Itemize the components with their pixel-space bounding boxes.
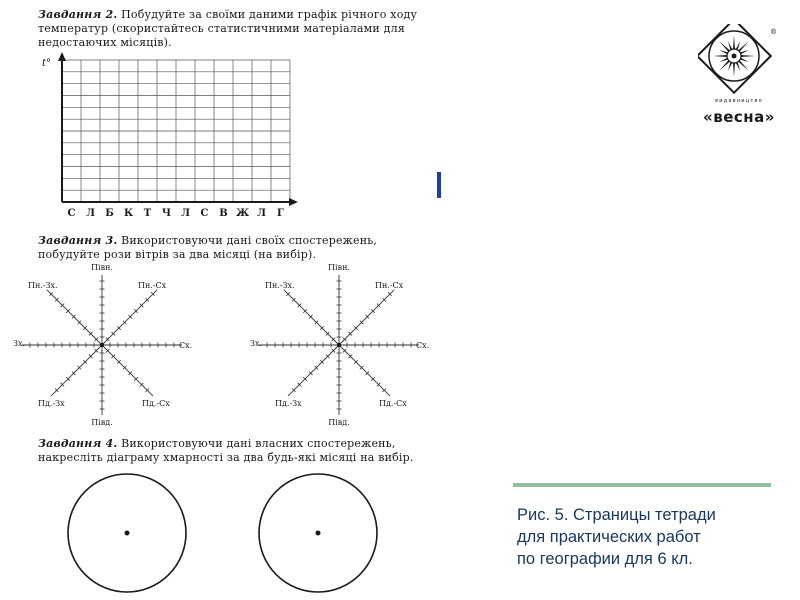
rose-center-dot [100, 343, 104, 347]
month-tick-label: Л [257, 208, 266, 219]
wind-rose-axes [22, 275, 182, 415]
logo-brand-name: «весна» [703, 108, 775, 126]
rose-direction-line [102, 345, 153, 396]
rose-center-dot [337, 343, 341, 347]
task-4-heading: Завдання 4. [38, 437, 118, 450]
task-2-text [38, 8, 438, 50]
month-tick-label: Г [277, 208, 284, 219]
month-tick-label: Л [86, 208, 95, 219]
rose-direction-line [339, 290, 394, 345]
month-tick-label: К [123, 208, 134, 219]
rose-label-southeast: Пд.-Сх [142, 399, 170, 408]
month-tick-label: В [219, 208, 228, 219]
caption-line-1: Рис. 5. Страницы тетради [517, 506, 716, 524]
rose-label-southwest: Пд.-Зх [38, 399, 65, 408]
month-tick-labels [68, 208, 285, 219]
rose-label-west: Зх. [250, 339, 263, 348]
cloudiness-circle-left [60, 470, 196, 598]
wind-rose-left [8, 258, 208, 428]
caption-line-2: для практических работ [517, 528, 701, 546]
task-4-text [38, 437, 438, 465]
task-4-body: Використовуючи дані власних спостережень, накресліть діаграму хмарності за два будь-які місяці на вибір. [38, 437, 414, 464]
y-axis-arrow [58, 52, 66, 61]
rose-label-southeast: Пд.-Сх [379, 399, 407, 408]
rose-label-northwest: Пн.-Зх. [28, 281, 58, 290]
x-axis-arrow [289, 198, 298, 206]
rose-direction-line [288, 345, 339, 396]
month-tick-label: Л [181, 208, 190, 219]
rose-label-northeast: Пн.-Сх [375, 281, 404, 290]
rose-label-east: Сх. [416, 341, 430, 350]
month-tick-label: Ж [235, 208, 250, 219]
month-tick-label: Т [143, 208, 152, 219]
task-3-heading: Завдання 3. [38, 234, 118, 247]
y-axis-label: t° [42, 58, 52, 69]
wind-rose-right [245, 258, 445, 428]
logo-publisher-label: видавництво [715, 98, 763, 104]
month-tick-label: С [200, 208, 209, 219]
rose-label-west: Зх. [13, 339, 26, 348]
circle-center-dot [125, 531, 130, 536]
figure-caption [517, 504, 787, 570]
wind-rose-axes [259, 275, 419, 415]
rose-direction-line [102, 290, 157, 345]
caption-divider [513, 483, 771, 487]
text-cursor-bar [437, 172, 441, 198]
rose-label-northwest: Пн.-Зх. [265, 281, 295, 290]
rose-label-northeast: Пн.-Сх [138, 281, 167, 290]
month-tick-label: С [67, 208, 76, 219]
rose-label-north: Півн. [328, 263, 350, 272]
caption-line-3: по географии для 6 кл. [517, 550, 693, 568]
temperature-grid-chart [30, 52, 300, 222]
publisher-logo [698, 24, 780, 134]
cloudiness-circle-right [250, 470, 386, 598]
rose-label-south: Півд. [91, 418, 113, 427]
rose-label-north: Півн. [91, 263, 113, 272]
rose-direction-line [47, 290, 102, 345]
rose-direction-line [339, 345, 390, 396]
month-tick-label: Б [105, 208, 114, 219]
task-2-heading: Завдання 2. [38, 8, 118, 21]
logo-registered-mark: ® [770, 28, 777, 36]
task-2-body: Побудуйте за своїми даними графік річного ходу температур (скористайтесь статистичними матеріалами для недостаючих місяців). [38, 8, 418, 49]
rose-direction-line [51, 345, 102, 396]
rose-direction-line [284, 290, 339, 345]
logo-emblem-icon [698, 24, 780, 100]
circle-center-dot [316, 531, 321, 536]
month-tick-label: Ч [161, 208, 172, 219]
chart-grid [62, 60, 290, 202]
rose-label-southwest: Пд.-Зх [275, 399, 302, 408]
task-3-body: Використовуючи дані своїх спостережень, побудуйте рози вітрів за два місяці (на вибір). [38, 234, 378, 261]
rose-label-east: Сх. [179, 341, 193, 350]
rose-label-south: Півд. [328, 418, 350, 427]
